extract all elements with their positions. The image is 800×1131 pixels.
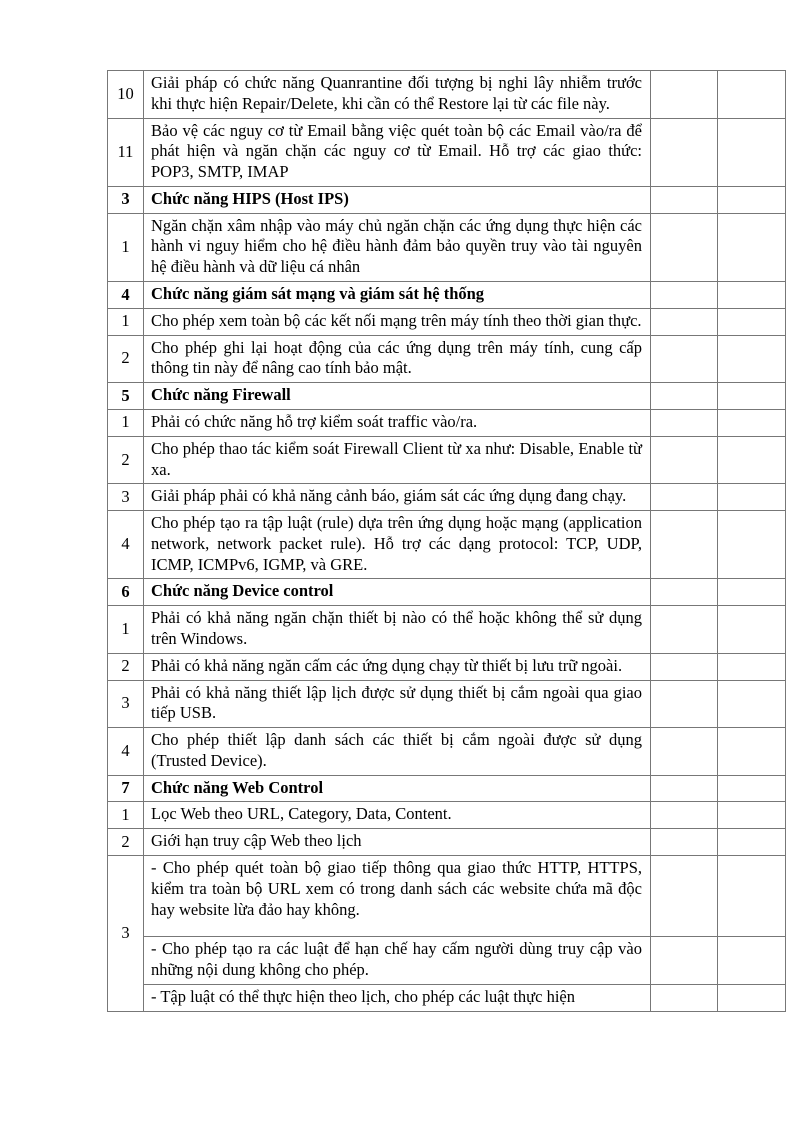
check-cell bbox=[651, 383, 718, 410]
check-cell bbox=[651, 71, 718, 119]
row-description: Cho phép tạo ra tập luật (rule) dựa trên ứng dụng hoặc mạng (application network, network packet rule). Hỗ trợ các dạng protocol: TCP, UDP, ICMP, ICMPv6, IGMP, và GRE. bbox=[144, 511, 651, 579]
table-row bbox=[108, 829, 786, 856]
section-title: Chức năng HIPS (Host IPS) bbox=[144, 186, 651, 213]
check-cell bbox=[651, 937, 718, 985]
check-cell bbox=[718, 383, 786, 410]
check-cell bbox=[718, 606, 786, 654]
table-row bbox=[108, 606, 786, 654]
check-cell bbox=[651, 802, 718, 829]
table-row-merged-start bbox=[108, 856, 786, 937]
check-cell bbox=[718, 728, 786, 776]
check-cell bbox=[651, 409, 718, 436]
row-number: 1 bbox=[108, 802, 144, 829]
check-cell bbox=[718, 335, 786, 383]
row-description-sub: - Cho phép quét toàn bộ giao tiếp thông qua giao thức HTTP, HTTPS, kiểm tra toàn bộ URL xem có trong danh sách các website chứa mã độc hay website lừa đảo hay không. bbox=[144, 856, 651, 937]
row-description-sub: - Cho phép tạo ra các luật để hạn chế hay cấm người dùng truy cập vào những nội dung không cho phép. bbox=[144, 937, 651, 985]
row-description: Cho phép thiết lập danh sách các thiết bị cắm ngoài được sử dụng (Trusted Device). bbox=[144, 728, 651, 776]
row-number: 2 bbox=[108, 335, 144, 383]
check-cell bbox=[651, 606, 718, 654]
section-header-row bbox=[108, 775, 786, 802]
row-number: 3 bbox=[108, 484, 144, 511]
check-cell bbox=[718, 484, 786, 511]
row-number: 1 bbox=[108, 308, 144, 335]
row-number: 1 bbox=[108, 606, 144, 654]
section-title: Chức năng Firewall bbox=[144, 383, 651, 410]
check-cell bbox=[718, 409, 786, 436]
row-description-sub: - Tập luật có thể thực hiện theo lịch, cho phép các luật thực hiện bbox=[144, 984, 651, 1011]
section-title: Chức năng Web Control bbox=[144, 775, 651, 802]
row-number: 3 bbox=[108, 856, 144, 1012]
table-row bbox=[108, 728, 786, 776]
check-cell bbox=[651, 118, 718, 186]
table-row bbox=[108, 680, 786, 728]
check-cell bbox=[718, 653, 786, 680]
check-cell bbox=[718, 856, 786, 937]
row-number: 2 bbox=[108, 436, 144, 484]
check-cell bbox=[718, 308, 786, 335]
row-number: 4 bbox=[108, 728, 144, 776]
table-row bbox=[108, 802, 786, 829]
section-number: 6 bbox=[108, 579, 144, 606]
row-number: 2 bbox=[108, 829, 144, 856]
section-title: Chức năng Device control bbox=[144, 579, 651, 606]
table-row-merged-sub bbox=[108, 984, 786, 1011]
row-description: Cho phép xem toàn bộ các kết nối mạng trên máy tính theo thời gian thực. bbox=[144, 308, 651, 335]
section-number: 4 bbox=[108, 282, 144, 309]
row-description: Giới hạn truy cập Web theo lịch bbox=[144, 829, 651, 856]
table-row bbox=[108, 308, 786, 335]
check-cell bbox=[651, 579, 718, 606]
section-header-row bbox=[108, 282, 786, 309]
section-header-row bbox=[108, 186, 786, 213]
check-cell bbox=[651, 282, 718, 309]
check-cell bbox=[651, 984, 718, 1011]
table-row bbox=[108, 335, 786, 383]
section-header-row bbox=[108, 579, 786, 606]
check-cell bbox=[718, 71, 786, 119]
table-row bbox=[108, 118, 786, 186]
check-cell bbox=[718, 984, 786, 1011]
check-cell bbox=[651, 436, 718, 484]
table-row bbox=[108, 71, 786, 119]
row-number: 4 bbox=[108, 511, 144, 579]
check-cell bbox=[718, 937, 786, 985]
row-description: Ngăn chặn xâm nhập vào máy chủ ngăn chặn các ứng dụng thực hiện các hành vi nguy hiểm cho hệ điều hành đảm bảo quyền truy vào tài nguyên hệ điều hành và dữ liệu cá nhân bbox=[144, 213, 651, 281]
check-cell bbox=[718, 775, 786, 802]
requirements-table bbox=[107, 70, 786, 1012]
row-description: Giải pháp có chức năng Quanrantine đối tượng bị nghi lây nhiễm trước khi thực hiện Repair/Delete, khi cần có thể Restore lại từ các file này. bbox=[144, 71, 651, 119]
check-cell bbox=[718, 579, 786, 606]
row-number: 3 bbox=[108, 680, 144, 728]
row-description: Phải có chức năng hỗ trợ kiểm soát traffic vào/ra. bbox=[144, 409, 651, 436]
row-description: Cho phép thao tác kiểm soát Firewall Client từ xa như: Disable, Enable từ xa. bbox=[144, 436, 651, 484]
check-cell bbox=[651, 653, 718, 680]
check-cell bbox=[718, 829, 786, 856]
row-description: Cho phép ghi lại hoạt động của các ứng dụng trên máy tính, cung cấp thông tin này để nâng cao tính bảo mật. bbox=[144, 335, 651, 383]
row-number: 2 bbox=[108, 653, 144, 680]
check-cell bbox=[651, 308, 718, 335]
row-description: Lọc Web theo URL, Category, Data, Content. bbox=[144, 802, 651, 829]
check-cell bbox=[651, 680, 718, 728]
row-number: 11 bbox=[108, 118, 144, 186]
check-cell bbox=[651, 335, 718, 383]
check-cell bbox=[718, 213, 786, 281]
section-number: 7 bbox=[108, 775, 144, 802]
table-row bbox=[108, 409, 786, 436]
check-cell bbox=[718, 802, 786, 829]
section-title: Chức năng giám sát mạng và giám sát hệ thống bbox=[144, 282, 651, 309]
check-cell bbox=[718, 118, 786, 186]
row-description: Phải có khả năng ngăn chặn thiết bị nào có thể hoặc không thể sử dụng trên Windows. bbox=[144, 606, 651, 654]
row-number: 10 bbox=[108, 71, 144, 119]
check-cell bbox=[651, 511, 718, 579]
row-number: 1 bbox=[108, 213, 144, 281]
table-row-merged-sub bbox=[108, 937, 786, 985]
row-description: Phải có khả năng thiết lập lịch được sử dụng thiết bị cắm ngoài qua giao tiếp USB. bbox=[144, 680, 651, 728]
section-header-row bbox=[108, 383, 786, 410]
check-cell bbox=[718, 436, 786, 484]
check-cell bbox=[718, 186, 786, 213]
check-cell bbox=[651, 829, 718, 856]
check-cell bbox=[651, 775, 718, 802]
check-cell bbox=[718, 680, 786, 728]
check-cell bbox=[651, 484, 718, 511]
table-row bbox=[108, 436, 786, 484]
table-row bbox=[108, 213, 786, 281]
row-number: 1 bbox=[108, 409, 144, 436]
check-cell bbox=[651, 728, 718, 776]
check-cell bbox=[651, 213, 718, 281]
check-cell bbox=[651, 856, 718, 937]
row-description: Phải có khả năng ngăn cấm các ứng dụng chạy từ thiết bị lưu trữ ngoài. bbox=[144, 653, 651, 680]
row-description: Giải pháp phải có khả năng cảnh báo, giám sát các ứng dụng đang chạy. bbox=[144, 484, 651, 511]
section-number: 3 bbox=[108, 186, 144, 213]
check-cell bbox=[651, 186, 718, 213]
table-row bbox=[108, 511, 786, 579]
check-cell bbox=[718, 282, 786, 309]
section-number: 5 bbox=[108, 383, 144, 410]
table-row bbox=[108, 484, 786, 511]
check-cell bbox=[718, 511, 786, 579]
row-description: Bảo vệ các nguy cơ từ Email bằng việc quét toàn bộ các Email vào/ra để phát hiện và ngăn chặn các nguy cơ từ Email. Hỗ trợ các giao thức: POP3, SMTP, IMAP bbox=[144, 118, 651, 186]
table-row bbox=[108, 653, 786, 680]
